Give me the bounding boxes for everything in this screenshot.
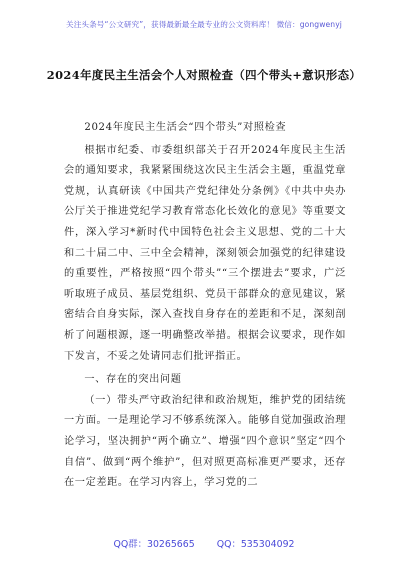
footer-qq-contact: QQ：535304092 — [216, 539, 295, 550]
footer-qq-group: QQ群：30265665 — [113, 539, 195, 550]
document-title: 2024年度民主生活会个人对照检查（四个带头+意识形态） — [46, 68, 362, 82]
document-body — [64, 118, 346, 494]
section-paragraph: （一）带头严守政治纪律和政治规矩，维护党的团结统一方面。一是理论学习不够系统深入。能够自觉加强政治理论学习，坚决拥护“两个确立”、增强“四个意识”坚定“四个自信”、做到“两个维护”，但对照更高标准更严要求，还存在一定差距。在学习内容上，学习党的二 — [64, 394, 346, 489]
footer-contact — [0, 536, 408, 550]
document-subtitle: 2024年度民主生活会“四个带头”对照检查 — [84, 122, 287, 133]
intro-paragraph: 根据市纪委、市委组织部关于召开2024年度民主生活会的通知要求，我紧紧围绕这次民主生活会主题，重温党章党规，认真研读《中国共产党纪律处分条例》《中共中央办公厅关于推进党纪学习教育常态化长效化的意见》等重要文件，深入学习*新时代中国特色社会主义思想、党的二十大和二十届二中、三中全会精神，深刻领会加强党的纪律建设的重要性，严格按照“四个带头”“三个摆进去”要求，广泛听取班子成员、基层党组织、党员干部群众的意见建议，紧密结合自身实际，深入查找自身存在的差距和不足，深刻剖析了问题根源，逐一明确整改举措。根据会议要求，现作如下发言，不妥之处请同志们批评指正。 — [64, 144, 346, 362]
section-heading: 一、存在的突出问题 — [84, 374, 182, 386]
header-promo-banner: 关注头条号“公文研究”，获得最新最全最专业的公文资料库！ 微信：gongwenyj — [66, 20, 342, 29]
